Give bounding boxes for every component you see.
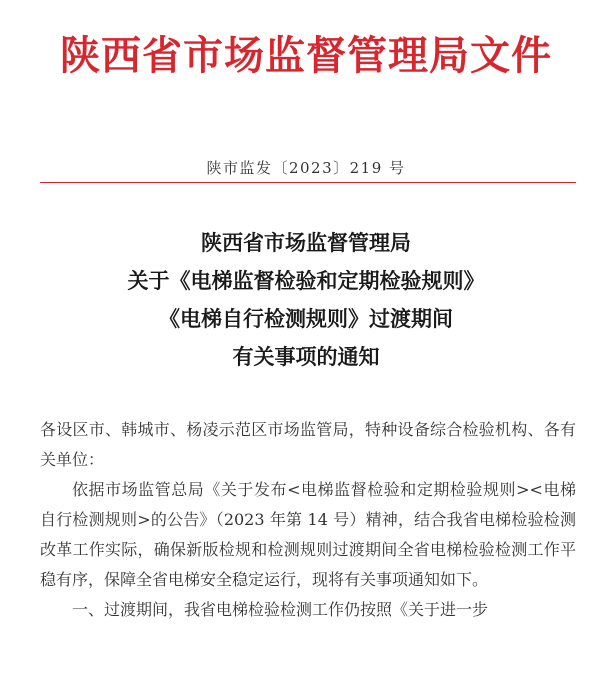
notice-title <box>0 224 612 376</box>
title-line-4: 有关事项的通知 <box>232 344 380 369</box>
red-divider-rule <box>40 182 576 183</box>
notice-body <box>40 415 576 625</box>
issuer-header: 陕西省市场监督管理局文件 <box>60 32 552 79</box>
document-number: 陕市监发〔2023〕219 号 <box>206 159 406 177</box>
title-line-2: 关于《电梯监督检验和定期检验规则》 <box>127 268 485 293</box>
title-line-3: 《电梯自行检测规则》过渡期间 <box>159 306 453 331</box>
title-line-1: 陕西省市场监督管理局 <box>201 230 411 255</box>
body-paragraph-2: 一、过渡期间，我省电梯检验检测工作仍按照《关于进一步 <box>72 600 489 619</box>
addressee-paragraph: 各设区市、韩城市、杨凌示范区市场监管局，特种设备综合检验机构、各有关单位： <box>40 420 576 469</box>
body-paragraph-1: 依据市场监管总局《关于发布<电梯监督检验和定期检验规则><电梯自行检测规则>的公告》（2023 年第 14 号）精神，结合我省电梯检验检测改革工作实际，确保新版检规和检测规则过渡期间全省电梯检验检测工作平稳有序，保障全省电梯安全稳定运行，现将有关事项通知如下。 <box>40 480 576 589</box>
